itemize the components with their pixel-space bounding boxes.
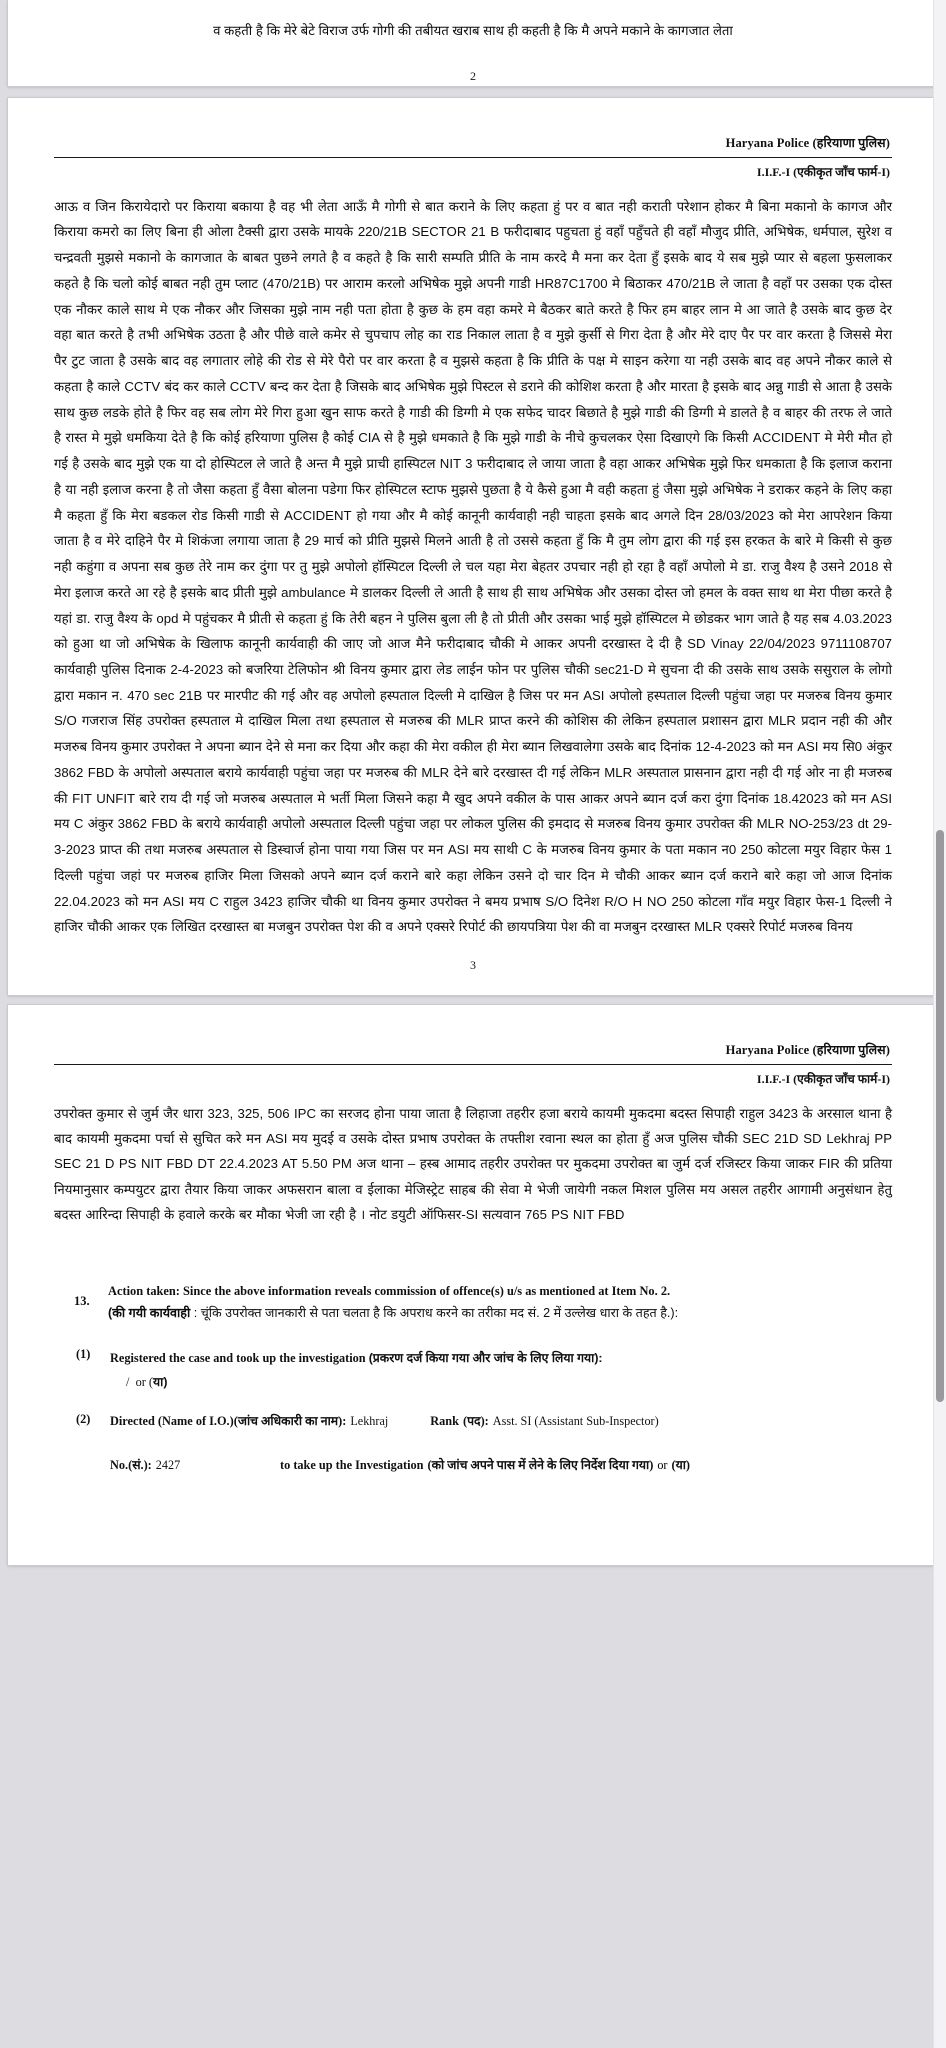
- sub-item-1-or-hi: या): [153, 1374, 168, 1389]
- form-section-item-13: [54, 1282, 892, 1474]
- header-divider: [54, 157, 892, 158]
- page-header-subtitle: [54, 1070, 892, 1087]
- header-title-text: Haryana Police (हरियाणा पुलिस): [725, 136, 890, 150]
- page-4: [8, 1005, 938, 1565]
- page-separator: [0, 995, 946, 1005]
- item-13-label-hi-rest: : चूंकि उपरोक्त जानकारी से पता चलता है कि अपराध करने का तरीका मद सं. 2 में उल्लेख धारा के तहत है.):: [193, 1305, 679, 1320]
- header-subtitle-text: I.I.F.-I (एकीकृत जाँच फार्म-I): [756, 164, 890, 179]
- item-13-number: 13.: [74, 1293, 90, 1308]
- sub-item-1-or-en: or (: [135, 1374, 153, 1389]
- sub-item-1-or-line[interactable]: [110, 1373, 884, 1390]
- scrollbar-thumb[interactable]: [936, 830, 944, 1402]
- page-header-title: [54, 134, 892, 153]
- header-title-text: Haryana Police (हरियाणा पुलिस): [725, 1043, 890, 1058]
- io-no-value[interactable]: 2427: [155, 1457, 181, 1472]
- sub-item-1-text: [110, 1347, 884, 1370]
- page-4-body-text: उपरोक्त कुमार से जुर्म जैर धारा 323, 325, 506 IPC का सरजद होना पाया जाता है लिहाजा तहरीर हजा बराये कायमी मुकदमा बदस्त सिपाही राहुल 3423 के अरसाल थाना है बाद कायमी मुकदमा पर्चा से सुचित करे मन ASI मय मुदई व उसके दोस्त प्रभाष उपरोक्त के तफ्तीश रवाना स्थल का होता हुँ अज पुलिस चौकी SEC 21D SD Lekhraj PP SEC 21 D PS NIT FBD DT 22.4.2023 AT 5.50 PM अज थाना – हस्ब आमाद तहरीर उपरोक्त पर मुकदमा उपरोक्त बा जुर्म दर्ज रजिस्टर किया जाकर FIR की प्रतिया नियमानुसार कम्पयुटर द्वारा तैयार किया जाकर अफसरान बाला व ईलाका मेजिस्ट्रेट साहब की सेवा मे भेजी जायेगी नकल मिशल पुलिस मय असल तहरीर आगामी अनुसंधान हेतु बदस्त आरिन्दा सिपाही के हवाले करके बर मौका भेजी जा रही है । नोट डयुटी ऑफिसर-SI सत्यवान 765 PS NIT FBD: [54, 1105, 892, 1223]
- page-3-body-text: आऊ व जिन किरायेदारो पर किराया बकाया है वह भी लेता आऊँ मै गोगी से बात कराने के लिए कहता हुं पर व बात नही कराती परेशान होकर मै बिना मकानो के कागज और किराया कमरो का लिए बिना ही ओला टैक्सी द्वारा उसके मायके 220/21B SECTOR 21 B फरीदाबाद पहुचता हुं वहाँ पहुँचते ही वहाँ मौजुद प्रीति, अभिषेक, धर्मपाल, सुरेश व चन्द्रवती मुझसे मकानो के कागजात के बाबत पुछने लगते है व कहते है कि सारी सम्पति प्रीति के नाम करदे मै मना कर देता हुँ इसके बाद ये सब मुझे प्यार से बहला फुसलाकर कहते है कि चलो कोई बाबत नही तुम प्लाट (470/21B) पर आराम करलो अभिषेक मुझे अपनी गाडी HR87C1700 मे बिठाकर 470/21B ले जाता है वहाँ पर उसका एक दोस्त एक नौकर काले साथ मे एक नौकर और जिसका मुझे नाम नही पता होता है कुछ के हम वहा कमरे मे बैठकर बाते करते है फिर हम बाहर लान मे आ जाते है उसके बाद कुछ देर वहा बात करते है तभी अभिषेक उठता है और पीछे वाले कमेर से चुपचाप लोह का राड निकाल लाता है व मुझे कुर्सी से गिरा देता है और मेरे दाए पैर पर वार करता है जिससे मेरा पैर टुट जाता है उसके बाद वह लगातार लोहे की रोड से मेरे पैरो पर वार करता है व मुझसे कहता है कि प्रीति के पक्ष मे साइन करेगा या नही उसके बाद वह अपने नौकर काले से कहता है काले CCTV बंद कर काले CCTV बन्द कर देता है जिसके बाद अभिषेक मुझे पिस्टल से डराने की कोशिश करता है और मारता है इसके बाद अन्नु गाडी से आता है उसके साथ कुछ लडके होते है फिर वह सब लोग मेरे गिरा हुआ खुन साफ करते है गाडी की डिग्गी मे एक सफेद चादर बिछाते है मुझे गाडी की डिग्गी मे डालते है व बाहर की तरफ ले जाते है रास्त मे मुझे धमकिया देते है कि कोई हरियाणा पुलिस है कोई CIA से है मुझे धमकाते है कि मुझे गाडी के नीचे कुचलकर ऐसा दिखाएगे कि किसी ACCIDENT मे मेरी मौत हो गई है उसके बाद मुझे एक या दो होस्पिटल ले जाते है अन्त मै मुझे प्राची हास्पिटल NIT 3 फरीदाबाद ले जाया जाता है वहा आकर अभिषेक मुझे फिर धमकाता है कि इलाज कराना है या नही इलाज करना है तो जैसा कहता हुँ वैसा बोलना पडेगा फिर होस्पिटल स्टाफ मुझसे पुछता है ये कैसे हुआ मै वही कहता हुं जैसा मुझे अभिषेक ने डराकर कहने के लिए कहा मै कहता हुँ कि मेरा बडकल रोड किसी गाडी से ACCIDENT हो गया और मै कोई कानूनी कार्यवाही नही चाहता इसके बाद अगले दिन 28/03/2023 को मेरा आपरेशन किया जाता है व मेरे दाहिने पैर मे शिकंजा लगाया जाता है 29 मार्च को प्रीति मुझसे मिलने आती है तो उससे कहता हुँ कि मै तुम लोग द्वारा की गई इस हरकत के बारे मे किसी से कुछ नही कहुंगा व अपना सब कुछ तेरे नाम कर दुंगा पर तु मुझे अपोलो हॉस्पिटल दिल्ली ले चल यहा मेरा बेहतर उपचार नही हो रहा है वहाँ अपोलो मे डा. राजु वैश्य है उसने 2018 से मेरा इलाज करते आ रहे है इसके बाद प्रीती मुझे ambulance मे डालकर दिल्ली ले आती है साथ ही साथ अभिषेक और उसका दोस्त जो हमल के वक्त साथ था मेरा पीछा करते है यहां डा. राजु वैश्य के opd मे पहुंचकर मै प्रीती से कहता हुं कि तेरी बहन ने पुलिस बुला ली है तो प्रीती और उसका भाई मुझे हॉस्पिटल मे छोडकर भाग जाते है यह सब 4.03.2023 को हुआ था जो अभिषेक के खिलाफ कानूनी कार्यवाही की जाए जो आज मैने फरीदाबाद चौकी मे आकर अपनी दरखास्त दे दी है SD Vinay 22/04/2023 9711108707 कार्यवाही पुलिस दिनाक 2-4-2023 को बजरिया टेलिफोन श्री विनय कुमार द्वारा लेड लाईन फोन पर पुलिस चौकी sec21-D मे सुचना दी की उसके साथ उसके ससुराल के लोगो द्वारा मकान न. 470 sec 21B पर मारपीट की गई और वह अपोलो हस्पताल दिल्ली मे दाखिल है जिस पर मन ASI अपोलो हस्पताल दिल्ली पहुंचा जहा पर मजरुब विनय कुमार S/O गजराज सिंह उपरोक्त हस्पताल मे दाखिल मिला तथा हस्पताल से मजरुब की MLR प्राप्त करने की कोशिस की लेकिन हस्पताल प्रशासन द्वारा MLR प्रदान नही की और मजरुब विनय कुमार उपरोक्त ने अपना ब्यान देने से मना कर दिया और कहा की मेरा वकील ही मेरा ब्यान लिखवालेगा उसके बाद दिनांक 12-4-2023 को मन ASI मय सि0 अंकुर 3862 FBD के अपोलो अस्पताल बराये कार्यवाही पहुंचा जहा पर मजरुब की MLR देने बारे दरखास्त दी गई लेकिन MLR अस्पताल प्रासनान द्वारा नही दी गई ओर ना ही मजरुब की FIT UNFIT बारे राय दी गई जो मजरुब अस्पताल मे भर्ती मिला जिसने कहा मै खुद अपने वकील के पास आकर अपने ब्यान दर्ज करा दुंगा दिनांक 18.42023 को मन ASI मय C अंकुर 3862 FBD के बराये कार्यवाही अपोलो अस्पताल दिल्ली पहुंचा जहा पर लोकल पुलिस की इमदाद से मजरुब विनय कुमार उपरोक्त की MLR NO-253/23 dt 29-3-2023 प्राप्त की तथा मजरुब अस्पताल से डिस्चार्ज होना पाया गया जिस पर मन ASI मय साथी C के मजरुब विनय कुमार के पता मकान न0 250 कोटला मयुर विहार फेस 1 दिल्ली पहुंचा जहां पर मजरुब हाजिर मिला जिसको अपने ब्यान दर्ज कराने बारे कहा लेकिन उसने दो चार दिन मे चौकी आकर ब्यान दर्ज कराने बारे कहा जो आज दिनांक 22.04.2023 को मन ASI मय C राहुल 3423 हाजिर चौकी था विनय कुमार उपरोक्त ने बमय प्रभाष S/O दिनेश R/O H NO 250 कोटला गाँव मयुर विहार फेस-1 दिल्ली ने हाजिर चौकी आकर एक लिखित दरखास्त बा मजबुन उपरोक्त पेश की व अपने एक्सरे रिपोर्ट की छायपत्रिया पेश की वा मजबुन दरखास्त MLR एक्सरे रिपोर्ट मजरुब विनय: [54, 198, 892, 935]
- sub-item-2-row: [64, 1412, 884, 1474]
- page-2-folio: 2: [470, 69, 476, 84]
- header-subtitle-text: I.I.F.-I (एकीकृत जाँच फार्म-I): [756, 1071, 890, 1086]
- io-rank-value[interactable]: Asst. SI (Assistant Sub-Inspector): [492, 1413, 659, 1428]
- sub-item-2-number: (2): [76, 1411, 91, 1426]
- sub-item-1-hi: (प्रकरण दर्ज किया गया और जांच के लिए लिया गया):: [368, 1351, 603, 1366]
- take-up-investigation-en: to take up the Investigation: [280, 1457, 424, 1472]
- page-3: [8, 98, 938, 995]
- io-rank-label-en: Rank: [430, 1413, 459, 1428]
- take-up-investigation-hi: (को जांच अपने पास में लेने के लिए निर्देश दिया गया): [427, 1457, 654, 1472]
- io-number-row: [110, 1456, 884, 1474]
- investigating-officer-row: [110, 1412, 884, 1430]
- checkbox-slash-mark[interactable]: /: [126, 1374, 130, 1389]
- page-3-folio: 3: [470, 958, 476, 973]
- page-2-fragment: [8, 0, 938, 86]
- io-name-label-hi: (जांच अधिकारी का नाम):: [233, 1413, 347, 1428]
- io-name-label-en: Directed (Name of I.O.): [110, 1413, 234, 1428]
- page-2-last-line: व कहती है कि मेरे बेटे विराज उर्फ गोगी की तबीयत खराब साथ ही कहती है कि मै अपने मकाने के कागजात लेता: [213, 23, 733, 38]
- page-header-subtitle: [54, 163, 892, 180]
- io-name-value[interactable]: Lekhraj: [350, 1413, 389, 1428]
- sub-item-1-number: (1): [76, 1347, 91, 1362]
- page-header-title: [54, 1041, 892, 1060]
- io-rank-label-hi: (पद):: [462, 1413, 489, 1428]
- io-no-label-en: No.: [110, 1457, 129, 1472]
- take-up-or-en: or: [657, 1457, 668, 1472]
- vertical-scrollbar[interactable]: [933, 0, 946, 2048]
- sub-item-1-en: Registered the case and took up the investigation: [110, 1351, 366, 1366]
- page-separator: [0, 86, 946, 98]
- item-13-row: [64, 1282, 884, 1326]
- header-divider: [54, 1064, 892, 1065]
- item-13-label-hi: [108, 1301, 884, 1326]
- sub-item-1-row: [64, 1347, 884, 1389]
- io-no-label-hi: (सं.):: [128, 1457, 152, 1472]
- take-up-or-hi: (या): [671, 1457, 690, 1472]
- item-13-label-en: Action taken: Since the above information reveals commission of offence(s) u/s as mentioned at Item No. 2.: [108, 1283, 671, 1298]
- item-13-label-hi-bold: (की गयी कार्यवाही: [108, 1305, 191, 1320]
